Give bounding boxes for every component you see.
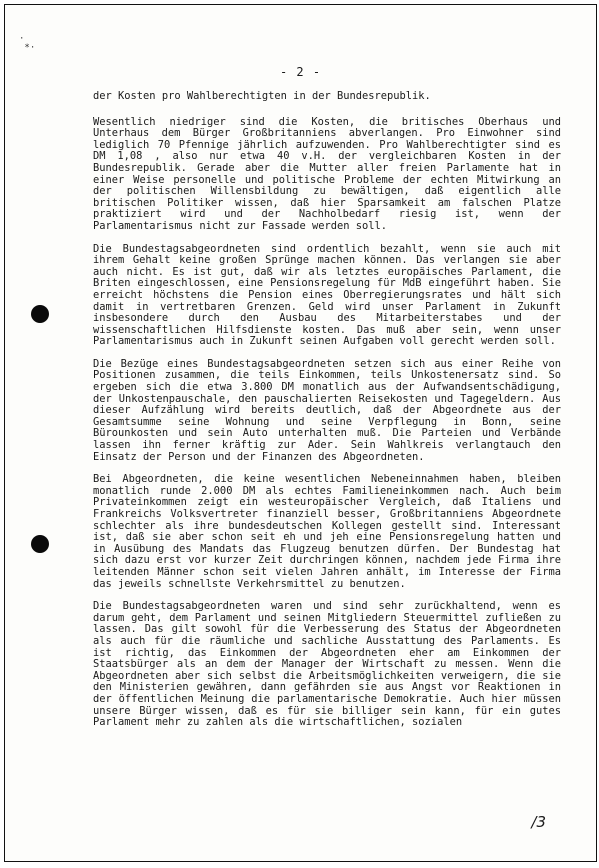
paragraph-deputy-allowances: Die Bezüge eines Bundestagsabgeordneten setzen sich aus einer Reihe von Positionen zusammen, die teils Einkommen, teils Unkostenersatz sind. So ergeben sich die etwa 3.800 DM monatlich aus der Aufwandsentschädigung, der Unkostenpauschale, den pauschalierten Reisekosten und Tagegeldern. Aus dieser Aufzählung wird bereits deutlich, daß der Abgeordnete aus der Gesamtsumme seine Wohnung und seine Verpflegung in Bonn, seine Bürounkosten und sein Auto unterhalten muß. Die Parteien und Verbände lassen ihn ferner kräftig zur Ader. Sein Wahlkreis verlangtauch den Einsatz der Person und der Finanzen des Abgeordneten.	[93, 357, 561, 463]
paragraph-continuation: der Kosten pro Wahlberechtigten in der Bundesrepublik.	[93, 90, 431, 102]
document-page	[4, 4, 597, 862]
paragraph-restraint: Die Bundestagsabgeordneten waren und sind sehr zurückhaltend, wenn es darum geht, dem Parlament und seinen Mitgliedern Steuermittel zufließen zu lassen. Das gilt sowohl für die Verbesserung des Status der Abgeordneten als auch für die räumliche und sachliche Ausstattung des Parlaments. Es ist richtig, das Einkommen der Abgeordneten eher am Einkommen der Staatsbürger als an dem der Manager der Wirtschaft zu messen. Wenn die Abgeordneten aber sich selbst die Arbeitsmöglichkeiten verweigern, die sie den Ministerien gewähren, dann gefährden sie aus Angst vor Reaktionen in der öffentlichen Meinung die parlamentarische Demokratie. Auch hier müssen unsere Bürger wissen, daß es für sie billiger sein kann, für ein gutes Parlament mehr zu zahlen als die wirtschaftlichen, sozialen	[93, 600, 561, 729]
body-text	[93, 91, 561, 740]
punch-hole-top	[31, 305, 49, 323]
paragraph-european-comparison: Bei Abgeordneten, die keine wesentlichen Nebeneinnahmen haben, bleiben monatlich runde 2.000 DM als echtes Familieneinkommen nach. Auch beim Privateinkommen zeigt ein westeuropäischer Vergleich, daß Italiens und Frankreichs Volksvertreter finanziell besser, Großbritanniens Abgeordnete schlechter als ihre bundesdeutschen Kollegen gestellt sind. Interessant ist, daß sie aber schon seit eh und jeh eine Pensionsregelung hatten und in Ausübung des Mandats das Flugzeug benutzen dürfen. Der Bundestag hat sich dazu erst vor kurzer Zeit durchringen können, nachdem jede Firma ihre leitenden Männer schon seit vielen Jahren anhält, im Interesse der Firma das jeweils schnellste Verkehrsmittel zu benutzen.	[93, 473, 561, 590]
paragraph-british-parliament-costs: Wesentlich niedriger sind die Kosten, die britisches Oberhaus und Unterhaus dem Bürger Großbritanniens abverlangen. Pro Einwohner sind lediglich 70 Pfennige jährlich aufzuwenden. Pro Wahlberechtigter sind es DM 1,08 , also nur etwa 40 v.H. der vergleichbaren Kosten in der Bundesrepublik. Gerade aber die Mutter aller freien Parlamente hat in einer Weise personelle und politische Probleme der echten Mitwirkung an der politischen Willensbildung zu bewältigen, daß eigentlich alle britischen Politiker wissen, daß hier Sparsamkeit am falschen Platze praktiziert wird und der Nachholbedarf riesig ist, wenn der Parlamentarismus nicht zur Fassade werden soll.	[93, 115, 561, 232]
paragraph-deputy-salary: Die Bundestagsabgeordneten sind ordentlich bezahlt, wenn sie auch mit ihrem Gehalt keine großen Sprünge machen können. Das verlangen sie aber auch nicht. Es ist gut, daß wir als letztes europäisches Parlament, die Briten eingeschlossen, eine Pensionsregelung für MdB eingeführt haben. Sie erreicht höchstens die Pension eines Oberregierungsrates und hält sich damit in vertretbaren Grenzen. Geld wird unser Parlament in Zukunft insbesondere durch den Ausbau des Mitarbeiterstabes und der wissenschaftlichen Hilfsdienste kosten. Das muß aber sein, wenn unser Parlamentarismus auch in Zukunft seinen Aufgaben voll gerecht werden soll.	[93, 242, 561, 348]
handwritten-page-mark: /3	[531, 813, 546, 831]
page-number: - 2 -	[279, 65, 322, 79]
scan-specks: · *·	[19, 34, 36, 53]
punch-hole-bottom	[31, 535, 49, 553]
